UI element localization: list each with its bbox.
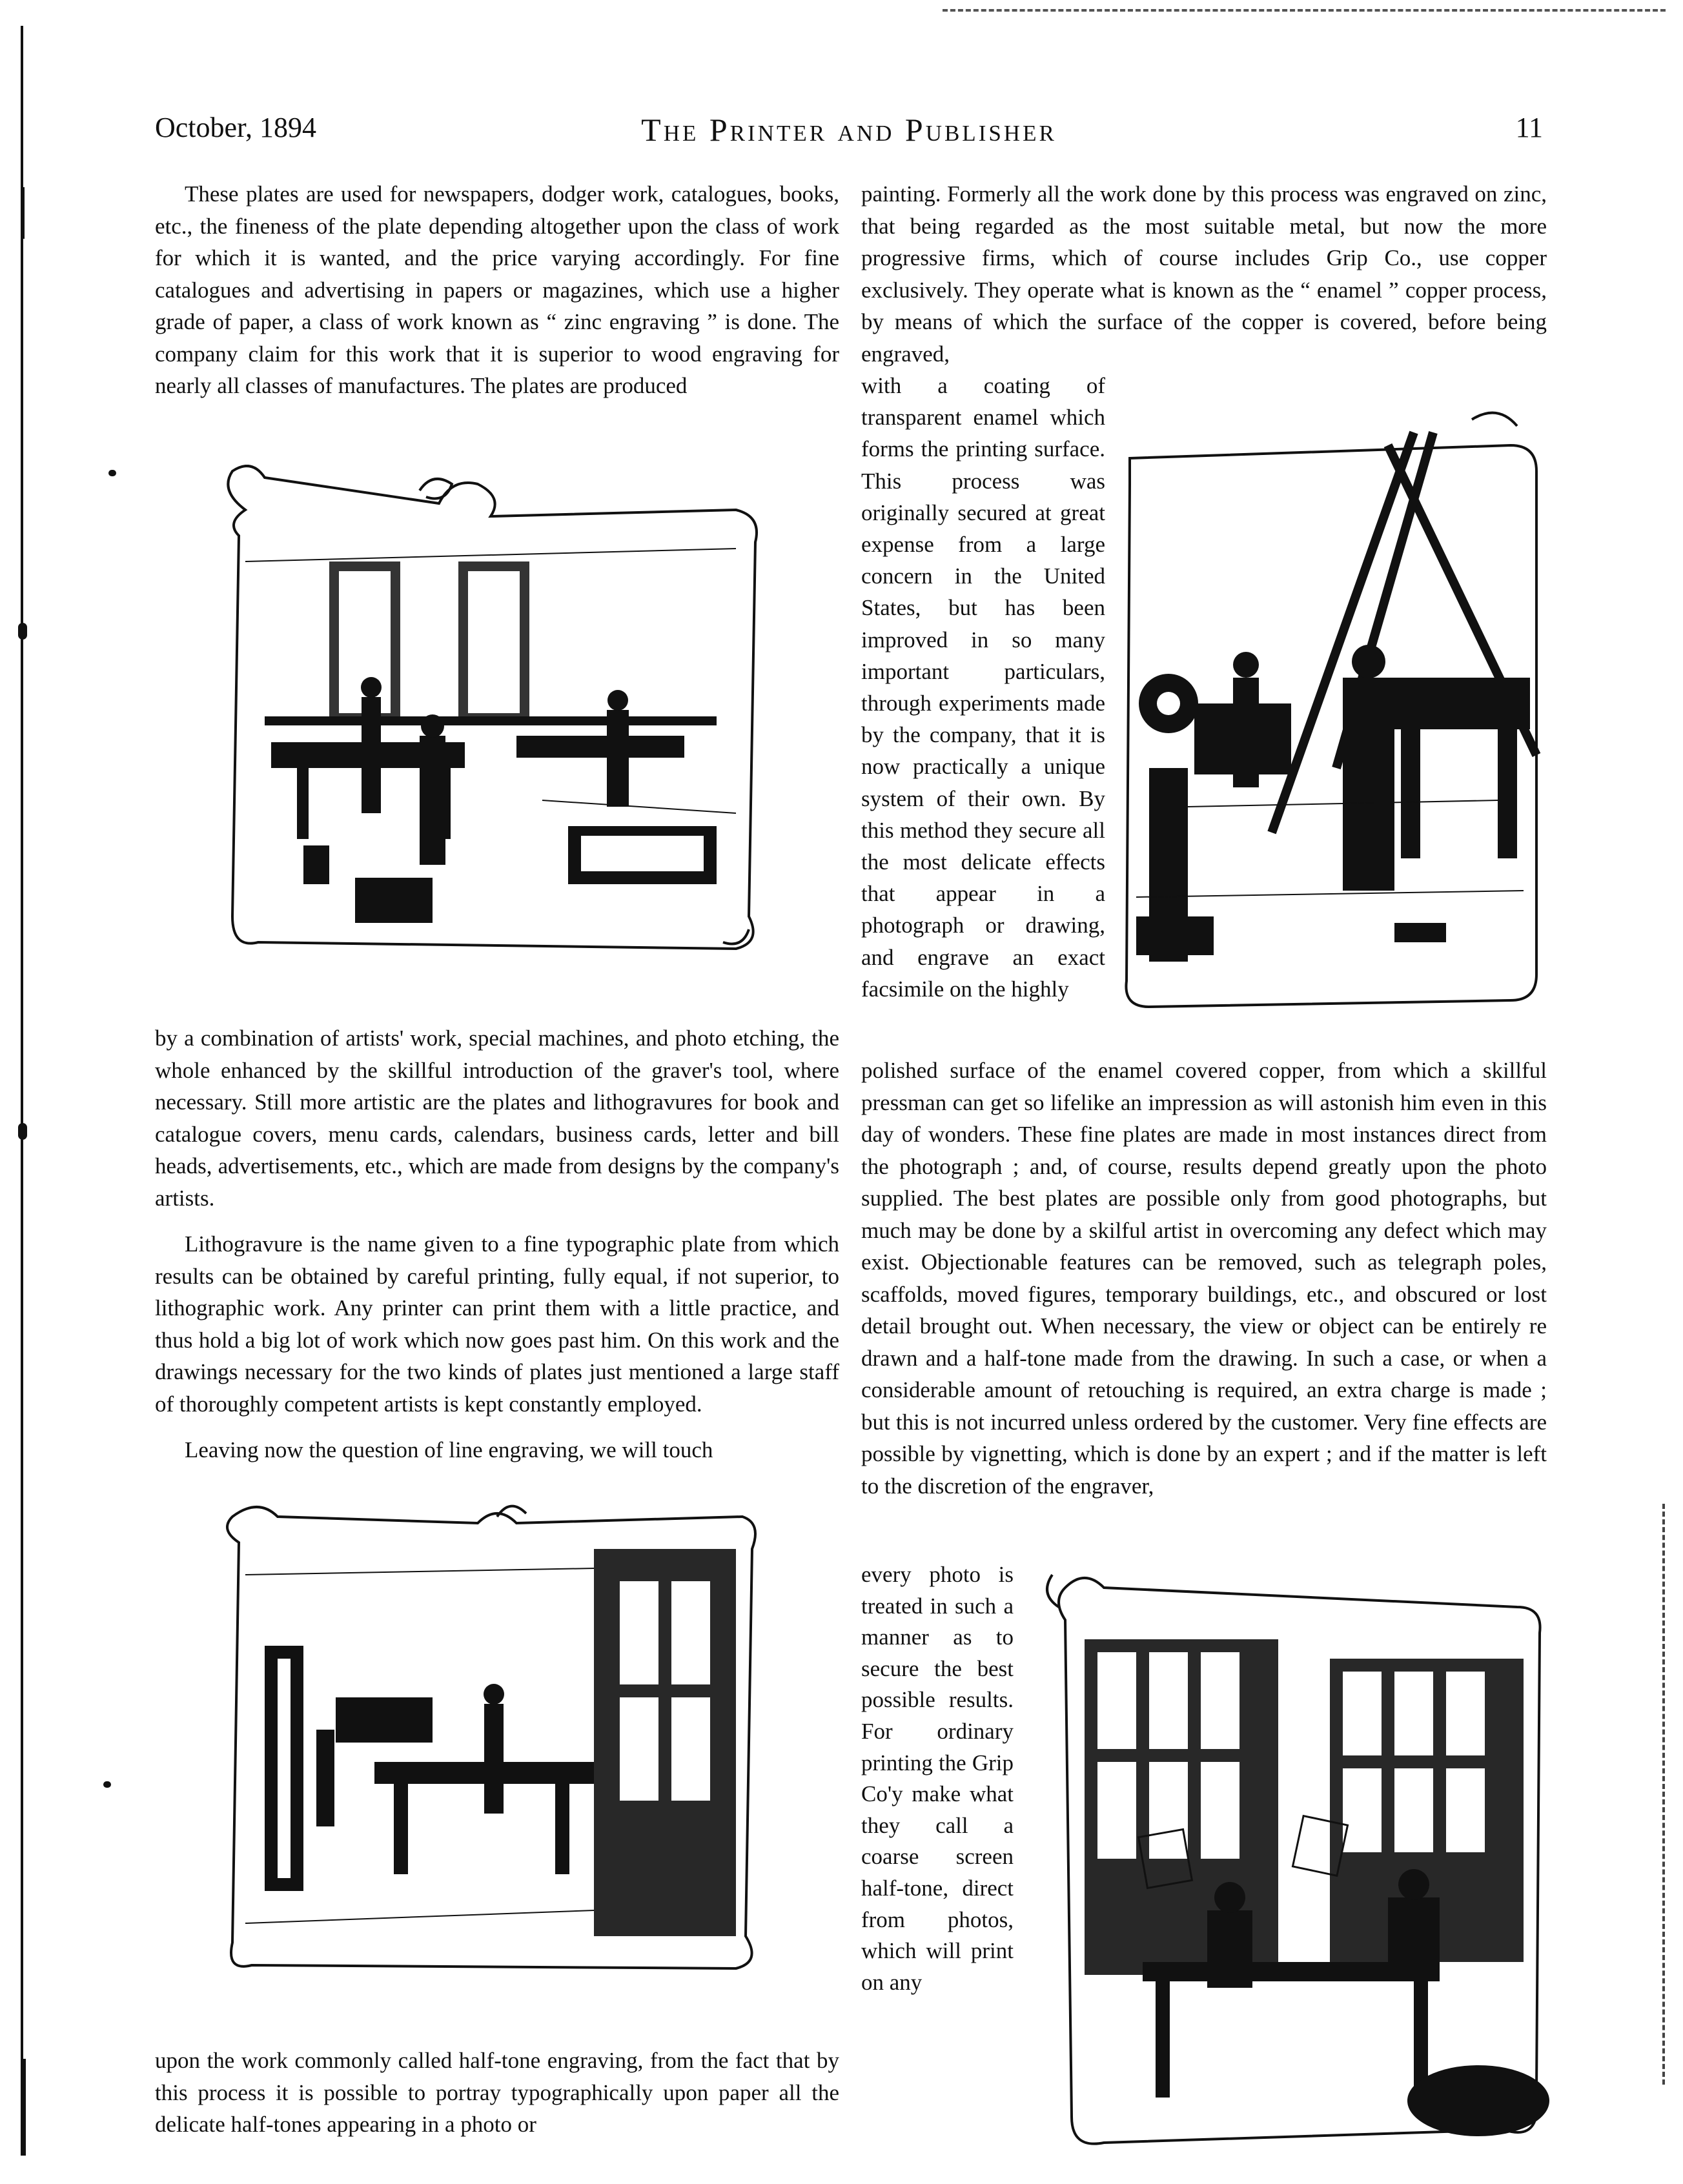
paragraph: Leaving now the question of line engraving, we will touch xyxy=(185,1437,713,1462)
etching-press-illustration xyxy=(1110,407,1556,1020)
artists-studio-illustration xyxy=(1026,1562,1556,2162)
publication-title: The Printer and Publisher xyxy=(641,112,1057,148)
left-column-top-text xyxy=(155,178,839,402)
paragraph: Lithogravure is the name given to a fine typographic plate from which results can be obtained by careful printing, fully equal, if not superior, to lithographic work. Any printer can print them with a little practice, and thus hold a big lot of work which now goes past him. On this work and the drawings necessary for the two kinds of plates just mentioned a large staff of thoroughly competent artists is kept constantly employed. xyxy=(155,1231,839,1417)
issue-date: October, 1894 xyxy=(155,112,316,143)
paragraph: upon the work commonly called half-tone engraving, from the fact that by this process it is possible to portray typographically upon paper all the delicate half-tones appearing in a photo or xyxy=(155,2048,839,2137)
paragraph: by a combination of artists' work, special machines, and photo etching, the whole enhanced by the skillful introduction of the graver's tool, where necessary. Still more artistic are the plates and lithogravures for book and catalogue covers, menu cards, calendars, business cards, letter and bill heads, advertisements, etc., which are made from designs by the company's artists. xyxy=(155,1026,839,1211)
artists-room-picture xyxy=(1026,1562,1556,2162)
left-column-middle-text xyxy=(155,1022,839,1466)
paragraph: with a coating of transparent enamel which forms the printing surface. This process was originally secured at great expense from a large concern in the United States, but has been improved in so many important particulars, through experiments made by the company, that it is now practically a unique system of their own. By this method they secure all the most delicate effects that appear in a photograph or drawing, and engrave an exact facsimile on the highly xyxy=(861,373,1105,1002)
right-column-wide-text xyxy=(861,1055,1547,1502)
half-tone-printing-room-illustration xyxy=(207,1497,775,1981)
engraving-workroom-picture xyxy=(207,465,775,962)
ink-speck xyxy=(108,470,116,476)
paragraph: every photo is treated in such a manner as to secure the best possible results. For ordinary printing the Grip Co'y make what they call a coarse screen half-tone, direct from photos, which will print on any xyxy=(861,1562,1014,1995)
right-column-narrow-text-1 xyxy=(861,370,1105,1005)
ink-speck xyxy=(103,1781,111,1788)
page-header xyxy=(155,111,1543,156)
page-left-edge xyxy=(21,26,26,2156)
paragraph: polished surface of the enamel covered copper, from which a skillful pressman can get so lifelike an impression as will astonish him even in this day of wonders. These fine plates are made in most instances direct from the photograph ; and, of course, results depend greatly upon the photo supplied. The best plates are possible only from good photographs, but much may be done by a skilful artist in overcoming any defect which may exist. Objectionable features can be removed, such as telegraph poles, scaffolds, moved figures, temporary buildings, etc., and obscured or lost detail brought out. When necessary, the view or object can be entirely re drawn and a half-tone made from the drawing. In such a case, or when a considerable amount of retouching is required, an extra charge is made ; but this is not incurred unless ordered by the customer. Very fine effects are possible by vignetting, which is done by an expert ; and if the matter is left to the discretion of the engraver, xyxy=(861,1058,1547,1499)
right-column-narrow-text-2 xyxy=(861,1559,1014,1998)
page-number: 11 xyxy=(1515,112,1543,143)
paragraph: painting. Formerly all the work done by this process was engraved on zinc, that being regarded as the most suitable metal, but now the more progressive firms, which of course includes Grip Co., use copper exclusively. They operate what is known as the “ enamel ” copper process, by means of which the surface of the copper is covered, before being engraved, xyxy=(861,181,1547,367)
paragraph: These plates are used for newspapers, dodger work, catalogues, books, etc., the fineness of the plate depending altogether upon the class of work for which it is wanted, and the price varying accordingly. For fine catalogues and advertising in papers or magazines, which use a higher grade of paper, a class of work known as “ zinc engraving ” is done. The company claim for this work that it is superior to wood engraving for nearly all classes of manufactures. The plates are produced xyxy=(155,181,839,398)
engraving-workroom-illustration xyxy=(207,465,775,962)
press-room-picture xyxy=(1110,407,1556,1020)
page-right-edge xyxy=(1662,1504,1668,2085)
right-column-top-text xyxy=(861,178,1547,370)
page-top-edge xyxy=(943,9,1666,14)
printing-room-picture xyxy=(207,1497,775,1981)
left-column-bottom-text xyxy=(155,2045,839,2141)
